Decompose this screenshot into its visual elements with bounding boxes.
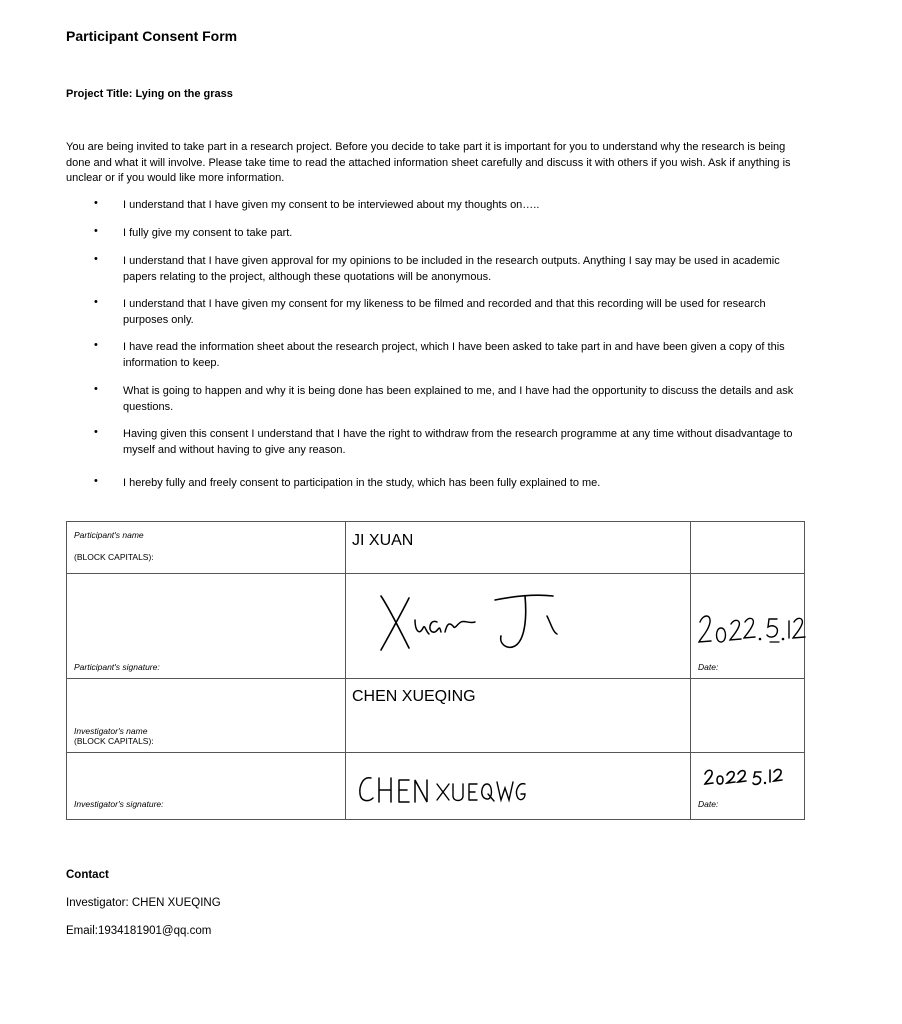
page-title: Participant Consent Form [66,28,238,44]
bullet-icon: • [94,253,98,265]
investigator-name-sublabel: (BLOCK CAPITALS): [74,736,154,746]
project-title: Project Title: Lying on the grass [66,88,233,100]
bullet-icon: • [94,197,98,209]
contact-investigator: Investigator: CHEN XUEQING [66,897,221,909]
bullet-icon: • [94,225,98,237]
statement-text: I understand that I have given approval for my opinions to be included in the research outputs. Anything I say may be used in academic papers relating to the project, although these quotations will be anonymous. [123,255,780,283]
contact-email: Email:1934181901@qq.com [66,925,212,937]
investigator-date-handwritten [703,766,793,790]
participant-signature [375,588,575,658]
table-divider [345,522,346,819]
bullet-icon: • [94,426,98,438]
participant-name-label: Participant's name [74,530,144,540]
participant-date-handwritten [697,610,809,650]
signature-table [66,521,805,820]
investigator-signature-label: Investigator's signature: [74,799,164,809]
participant-signature-label: Participant's signature: [74,662,160,672]
statement-text: I hereby fully and freely consent to participation in the study, which has been fully explained to me. [123,477,601,489]
participant-name-value: JI XUAN [352,532,414,549]
statement-text: I understand that I have given my consent to be interviewed about my thoughts on….. [123,199,540,211]
statement-text: I fully give my consent to take part. [123,227,293,239]
investigator-signature [357,772,527,806]
investigator-name-label: Investigator's name [74,726,148,736]
participant-date-label: Date: [698,662,719,672]
statement-text: Having given this consent I understand that I have the right to withdraw from the research programme at any time without disadvantage to myself and without having to give any reason. [123,428,793,456]
table-divider [67,678,804,679]
bullet-icon: • [94,475,98,487]
investigator-date-label: Date: [698,799,719,809]
statement-text: What is going to happen and why it is being done has been explained to me, and I have had the opportunity to discuss the details and ask questions. [123,385,794,413]
bullet-icon: • [94,339,98,351]
table-divider [67,752,804,753]
bullet-icon: • [94,383,98,395]
contact-heading: Contact [66,869,109,881]
participant-name-sublabel: (BLOCK CAPITALS): [74,552,154,562]
intro-paragraph: You are being invited to take part in a research project. Before you decide to take part it is important for you to understand why the research is being done and what it will involve. Please take time to read the attached information sheet carefully and discuss it with others if you wish. Ask if anything is unclear or if you would like more information. [66,141,791,184]
bullet-icon: • [94,296,98,308]
investigator-name-value: CHEN XUEQING [352,688,476,705]
table-divider [690,522,691,819]
statement-text: I understand that I have given my consent for my likeness to be filmed and recorded and that this recording will be used for research purposes only. [123,298,766,326]
table-divider [67,573,804,574]
statement-text: I have read the information sheet about the research project, which I have been asked to take part in and have been given a copy of this information to keep. [123,341,785,369]
